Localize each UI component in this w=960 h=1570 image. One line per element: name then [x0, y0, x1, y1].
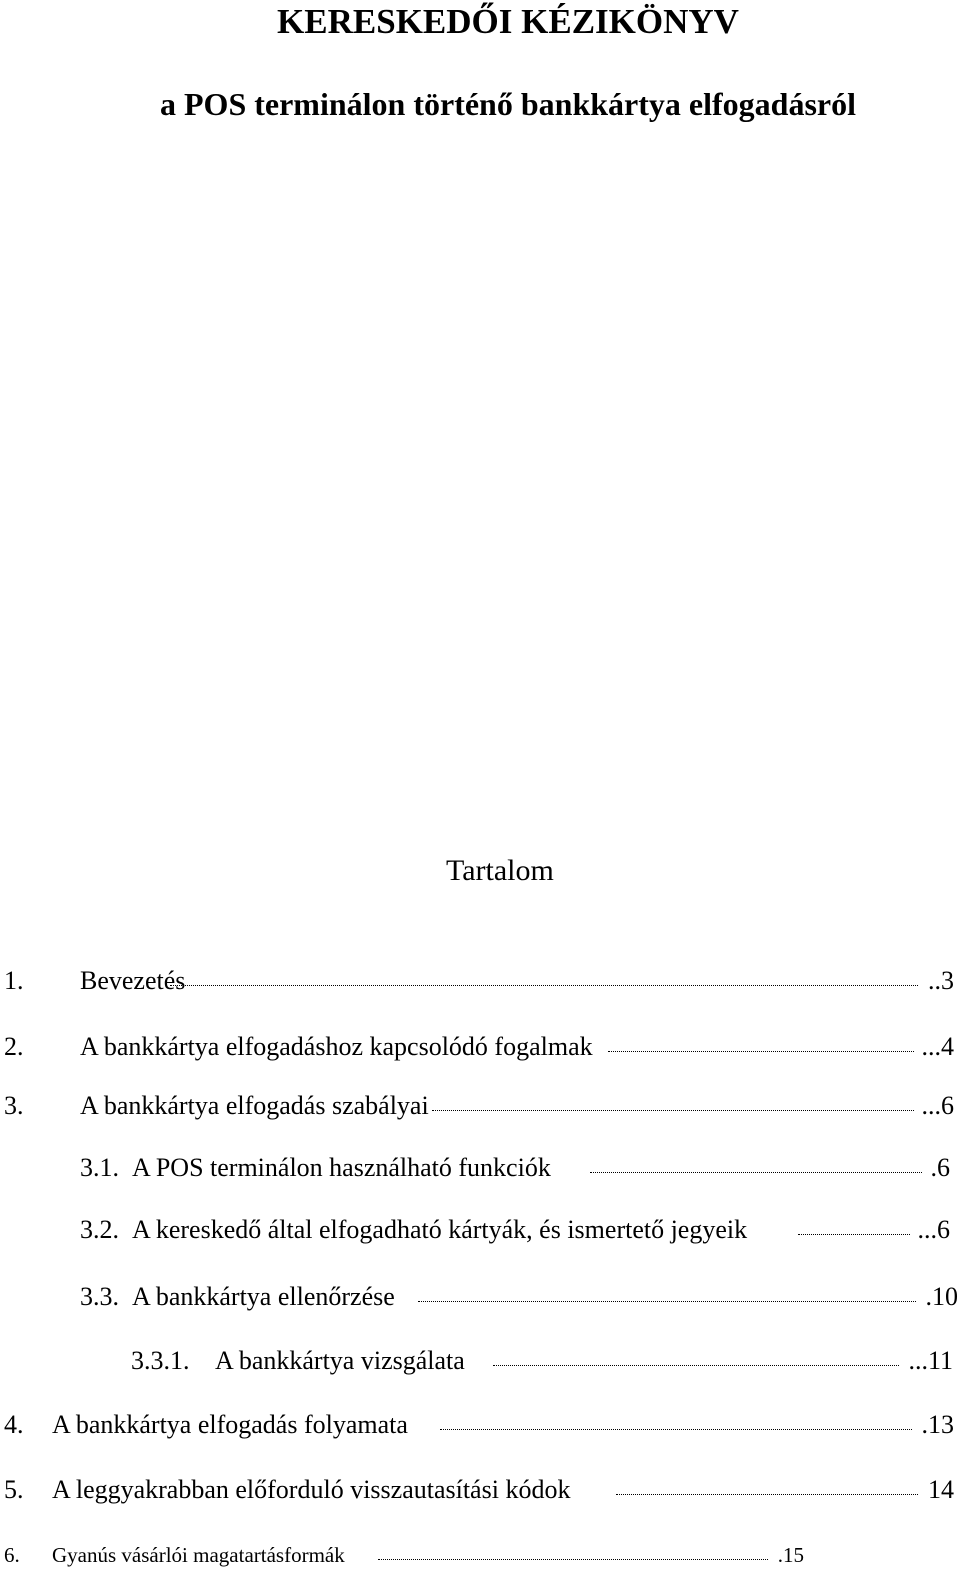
toc-entry-page: .15 — [777, 1543, 804, 1567]
toc-entry-number: 2. — [4, 1032, 24, 1061]
toc-entry-number: 3.2. — [80, 1215, 119, 1244]
toc-entry-page: ...11 — [908, 1346, 953, 1375]
toc-entry[interactable] — [4, 1032, 954, 1062]
toc-entry-leader — [608, 1032, 914, 1062]
toc-heading: Tartalom — [446, 854, 554, 887]
toc-entry-number: 3. — [4, 1091, 24, 1120]
toc-entry-leader — [616, 1475, 918, 1505]
toc-entry-page: .10 — [925, 1282, 958, 1311]
toc-entry-leader — [378, 1540, 768, 1570]
toc-entry-leader — [170, 966, 918, 996]
toc-entry-label: A leggyakrabban előforduló visszautasítási kódok — [52, 1475, 571, 1504]
toc-entry-page: .6 — [930, 1153, 950, 1182]
toc-entry-label: A bankkártya elfogadás szabályai — [80, 1091, 429, 1120]
toc-entry-number: 6. — [4, 1543, 20, 1567]
toc-entry-label: A bankkártya ellenőrzése — [132, 1282, 395, 1311]
toc-entry[interactable] — [131, 1346, 953, 1376]
toc-entry-label: A bankkártya elfogadáshoz kapcsolódó fogalmak — [80, 1032, 593, 1061]
toc-entry-page: ...4 — [921, 1032, 954, 1061]
toc-entry-page: ...6 — [917, 1215, 950, 1244]
document-subtitle: a POS terminálon történő bankkártya elfogadásról — [160, 86, 856, 122]
toc-entry[interactable] — [4, 1091, 954, 1121]
toc-entry-number: 3.3. — [80, 1282, 119, 1311]
toc-entry-page: ...6 — [921, 1091, 954, 1120]
toc-entry-leader — [590, 1153, 922, 1183]
toc-entry[interactable] — [4, 1475, 954, 1505]
toc-entry-label: A POS terminálon használható funkciók — [132, 1153, 551, 1182]
toc-entry-page: 14 — [928, 1475, 954, 1504]
toc-entry-number: 3.1. — [80, 1153, 119, 1182]
toc-entry[interactable] — [4, 1540, 804, 1570]
toc-entry[interactable] — [4, 1410, 954, 1440]
toc-entry-number: 4. — [4, 1410, 24, 1439]
toc-entry-number: 5. — [4, 1475, 24, 1504]
toc-entry-page: ..3 — [928, 966, 954, 995]
toc-entry-leader — [432, 1091, 914, 1121]
toc-entry-label: Bevezetés — [80, 966, 186, 995]
toc-entry-label: A kereskedő által elfogadható kártyák, és ismertető jegyeik — [132, 1215, 748, 1244]
toc-entry[interactable] — [80, 1215, 950, 1245]
toc-entry-leader — [493, 1346, 899, 1376]
toc-entry[interactable] — [4, 966, 954, 996]
toc-entry-label: A bankkártya vizsgálata — [215, 1346, 465, 1375]
document-title: KERESKEDŐI KÉZIKÖNYV — [277, 2, 739, 41]
toc-entry[interactable] — [80, 1282, 958, 1312]
toc-entry-leader — [440, 1410, 912, 1440]
toc-entry-leader — [798, 1215, 910, 1245]
toc-entry-number: 3.3.1. — [131, 1346, 190, 1375]
toc-entry[interactable] — [80, 1153, 950, 1183]
toc-entry-number: 1. — [4, 966, 24, 995]
toc-entry-page: .13 — [921, 1410, 954, 1439]
toc-entry-label: A bankkártya elfogadás folyamata — [52, 1410, 408, 1439]
toc-entry-leader — [418, 1282, 916, 1312]
toc-entry-label: Gyanús vásárlói magatartásformák — [52, 1543, 345, 1567]
